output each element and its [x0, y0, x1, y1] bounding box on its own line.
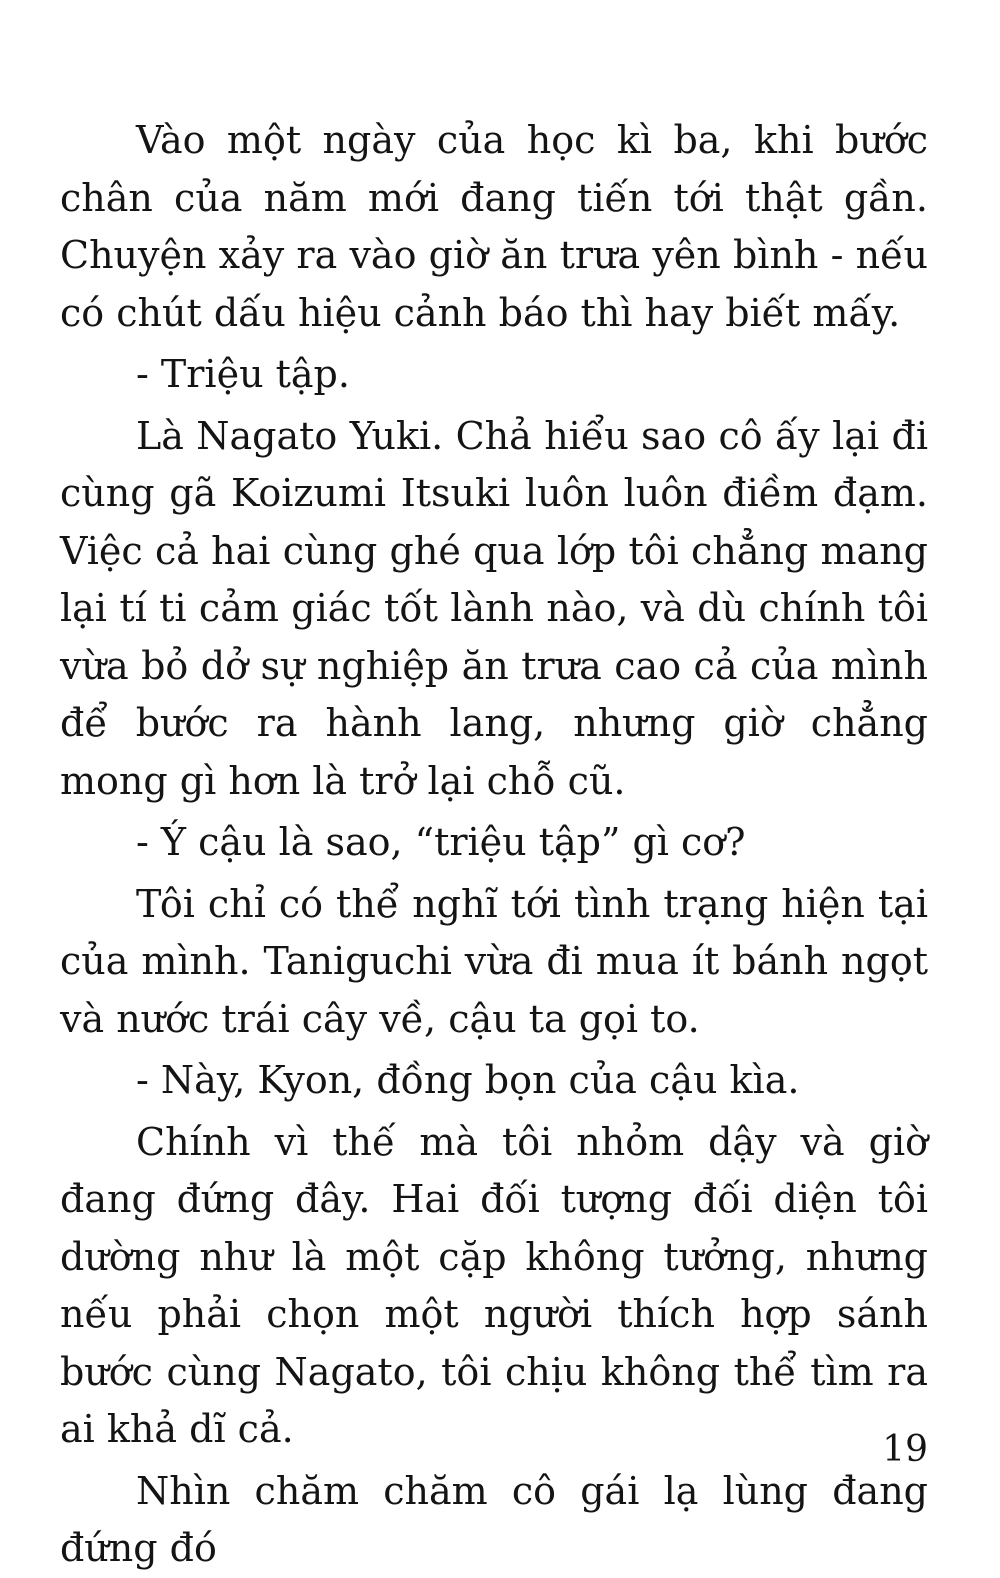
- page-number: 19: [882, 1429, 928, 1470]
- paragraph: Vào một ngày của học kì ba, khi bước chân của năm mới đang tiến tới thật gần. Chuyện xảy ra vào giờ ăn trưa yên bình - nếu có chút dấu hiệu cảnh báo thì hay biết mấy.: [60, 118, 928, 335]
- paragraph: Tôi chỉ có thể nghĩ tới tình trạng hiện tại của mình. Taniguchi vừa đi mua ít bánh ngọt và nước trái cây về, cậu ta gọi to.: [60, 881, 928, 1041]
- dialogue-line: - Này, Kyon, đồng bọn của cậu kìa.: [136, 1058, 800, 1102]
- dialogue-line: - Ý cậu là sao, “triệu tập” gì cơ?: [136, 820, 746, 864]
- body-text: [60, 112, 928, 1578]
- paragraph: Là Nagato Yuki. Chả hiểu sao cô ấy lại đi cùng gã Koizumi Itsuki luôn luôn điềm đạm. Việc cả hai cùng ghé qua lớp tôi chẳng mang lại tí ti cảm giác tốt lành nào, và dù chính tôi vừa bỏ dở sự nghiệp ăn trưa cao cả của mình để bước ra hành lang, nhưng giờ chẳng mong gì hơn là trở lại chỗ cũ.: [60, 413, 928, 803]
- paragraph: Chính vì thế mà tôi nhỏm dậy và giờ đang đứng đây. Hai đối tượng đối diện tôi dường như là một cặp không tưởng, nhưng nếu phải chọn một người thích hợp sánh bước cùng Nagato, tôi chịu không thể tìm ra ai khả dĩ cả.: [60, 1119, 928, 1451]
- dialogue-line: - Triệu tập.: [136, 352, 350, 396]
- paragraph: Nhìn chăm chăm cô gái lạ lùng đang đứng đó: [60, 1468, 928, 1570]
